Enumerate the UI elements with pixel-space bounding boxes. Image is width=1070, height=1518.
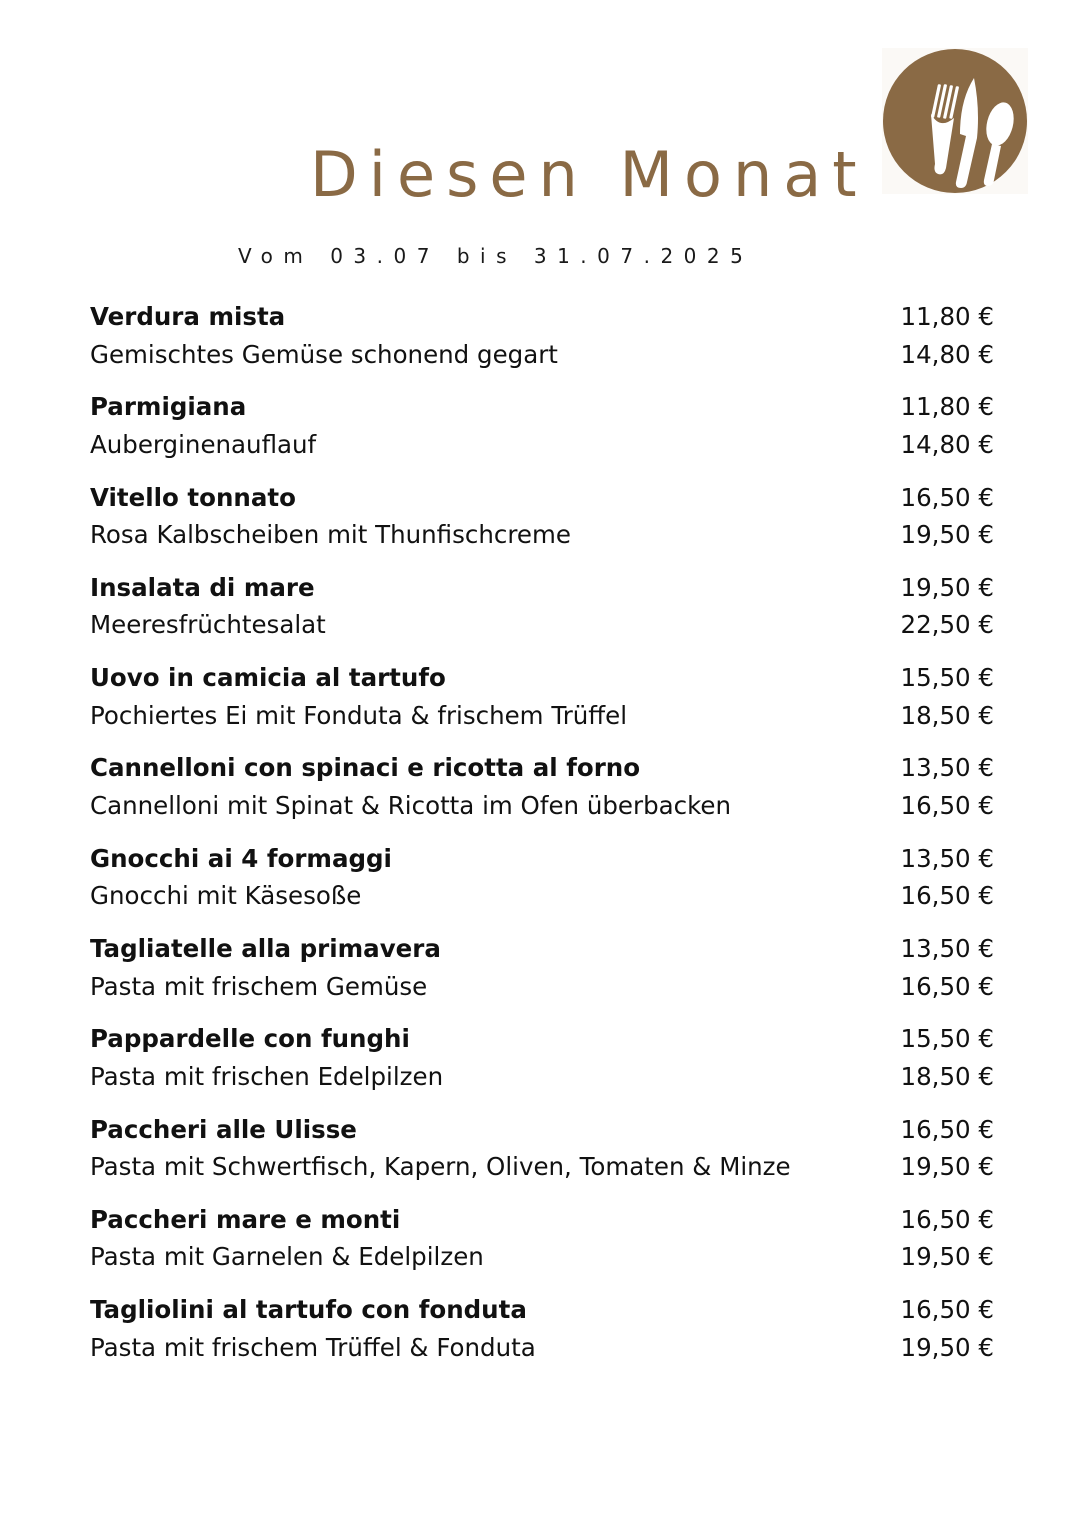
dish-price-small: 13,50 €	[900, 934, 994, 964]
menu-item	[90, 1201, 994, 1291]
menu-item	[90, 388, 994, 478]
dish-description: Pasta mit frischem Gemüse	[90, 971, 428, 1001]
dish-price-large: 16,50 €	[900, 971, 994, 1001]
dish-description: Auberginenauflauf	[90, 429, 317, 459]
dish-name: Pappardelle con funghi	[90, 1024, 410, 1054]
menu-item	[90, 930, 994, 1020]
dish-description: Pasta mit frischem Trüffel & Fonduta	[90, 1332, 536, 1362]
page-title: Diesen Monat	[310, 138, 868, 211]
dish-name: Verdura mista	[90, 302, 286, 331]
dish-price-small: 16,50 €	[900, 482, 994, 512]
dish-price-small: 11,80 €	[900, 392, 994, 422]
menu-item	[90, 569, 994, 659]
dish-name: Uovo in camicia al tartufo	[90, 663, 446, 693]
dish-description: Pochiertes Ei mit Fonduta & frischem Trüffel	[90, 700, 628, 730]
menu-item	[90, 298, 994, 388]
dish-description: Meeresfrüchtesalat	[90, 610, 326, 640]
dish-price-large: 18,50 €	[900, 1061, 994, 1091]
dish-price-small: 15,50 €	[900, 1024, 994, 1054]
dish-price-large: 14,80 €	[900, 429, 994, 459]
dish-description: Pasta mit Schwertfisch, Kapern, Oliven, Tomaten & Minze	[90, 1152, 791, 1182]
dish-price-small: 16,50 €	[900, 1114, 994, 1144]
menu-item	[90, 1020, 994, 1110]
dish-price-large: 19,50 €	[900, 1332, 994, 1362]
dish-name: Cannelloni con spinaci e ricotta al forno	[90, 753, 641, 783]
dish-description: Rosa Kalbscheiben mit Thunfischcreme	[90, 520, 571, 550]
dish-description: Cannelloni mit Spinat & Ricotta im Ofen überbacken	[90, 790, 732, 820]
dish-name: Gnocchi ai 4 formaggi	[90, 843, 392, 873]
dish-price-large: 19,50 €	[900, 520, 994, 550]
dish-name: Insalata di mare	[90, 572, 315, 602]
dish-price-small: 13,50 €	[900, 753, 994, 783]
dish-price-large: 18,50 €	[900, 700, 994, 730]
dish-description: Pasta mit Garnelen & Edelpilzen	[90, 1242, 484, 1272]
dish-name: Parmigiana	[90, 392, 247, 422]
dish-name: Tagliolini al tartufo con fonduta	[90, 1295, 527, 1325]
dish-name: Paccheri mare e monti	[90, 1204, 401, 1234]
dish-description: Gemischtes Gemüse schonend gegart	[90, 339, 558, 369]
dish-description: Gnocchi mit Käsesoße	[90, 881, 362, 911]
dish-price-large: 14,80 €	[900, 339, 994, 369]
dish-price-large: 16,50 €	[900, 790, 994, 820]
dish-price-small: 19,50 €	[900, 572, 994, 602]
offer-period: Vom 03.07 bis 31.07.2025	[238, 244, 754, 268]
menu-item	[90, 840, 994, 930]
dish-name: Paccheri alle Ulisse	[90, 1114, 357, 1144]
dish-name: Tagliatelle alla primavera	[90, 934, 441, 964]
dish-price-small: 11,80 €	[900, 302, 994, 331]
dish-price-small: 16,50 €	[900, 1295, 994, 1325]
menu-item	[90, 1291, 994, 1381]
dish-price-small: 15,50 €	[900, 663, 994, 693]
dish-price-large: 16,50 €	[900, 881, 994, 911]
menu-list	[90, 298, 994, 1382]
dish-price-small: 13,50 €	[900, 843, 994, 873]
dish-price-large: 19,50 €	[900, 1152, 994, 1182]
menu-item	[90, 749, 994, 839]
dish-price-large: 19,50 €	[900, 1242, 994, 1272]
menu-item	[90, 1111, 994, 1201]
dish-description: Pasta mit frischen Edelpilzen	[90, 1061, 444, 1091]
menu-item	[90, 479, 994, 569]
menu-item	[90, 659, 994, 749]
dish-name: Vitello tonnato	[90, 482, 296, 512]
dish-price-large: 22,50 €	[900, 610, 994, 640]
dish-price-small: 16,50 €	[900, 1204, 994, 1234]
cutlery-logo-icon	[882, 48, 1028, 194]
